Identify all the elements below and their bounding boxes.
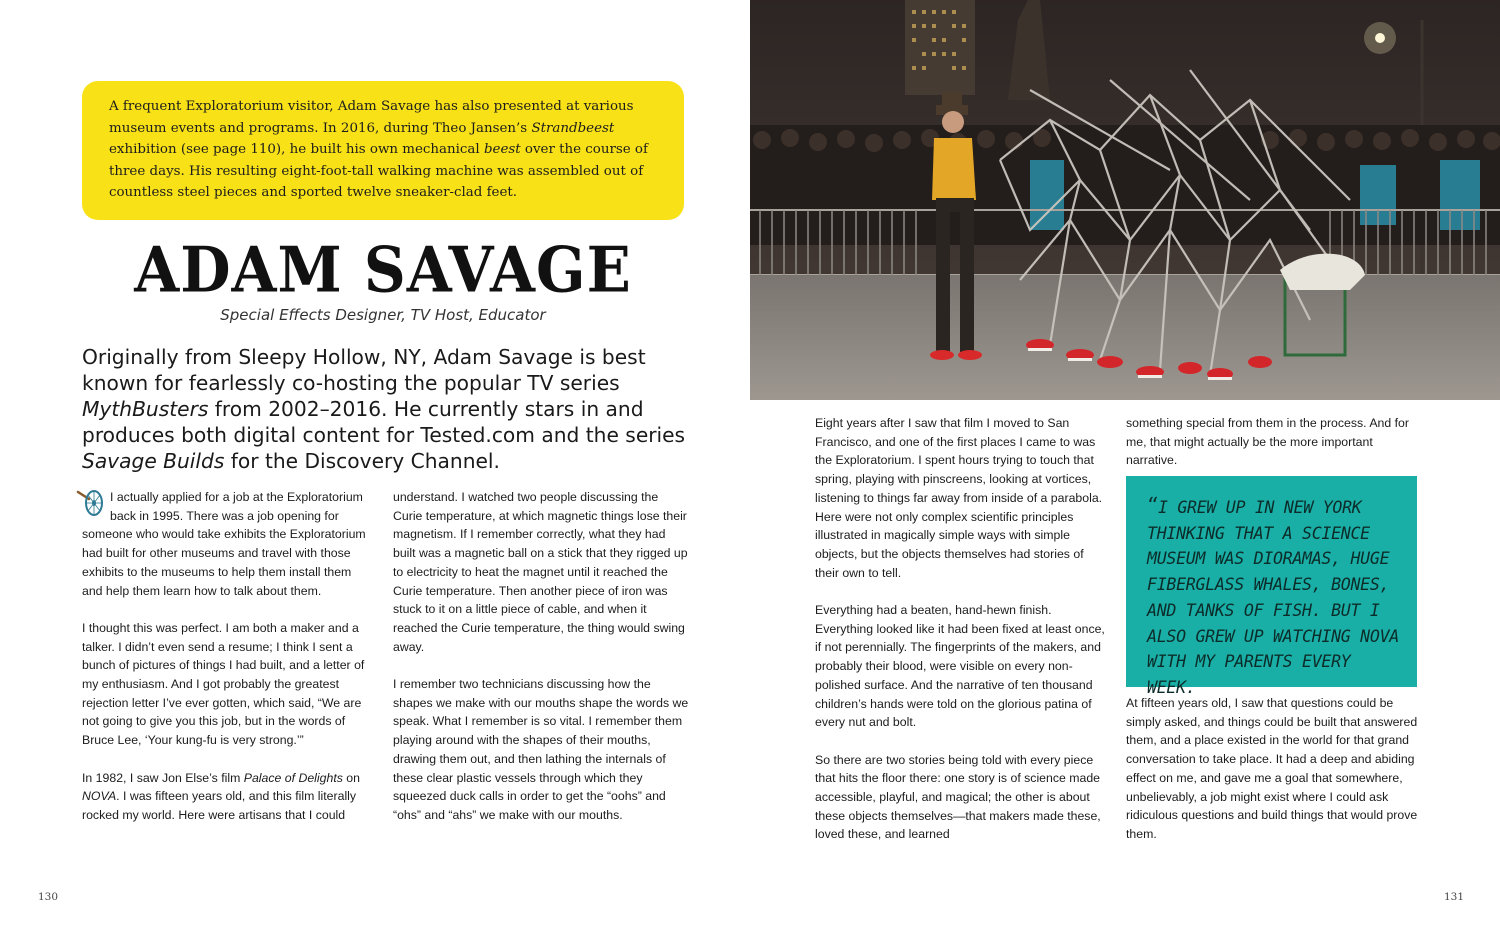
body-column-1: [82, 488, 374, 825]
quote-mark-icon: “: [1147, 494, 1158, 519]
photo-strandbeest: [750, 0, 1500, 400]
paragraph: In 1982, I saw Jon Else’s film Palace of Delights on NOVA. I was fifteen years old, and this film literally rocked my world. Here were artisans that I could: [82, 770, 360, 822]
paragraph: I remember two technicians discussing how the shapes we make with our mouths shape the words we speak. What I remember is so vital. I remember them playing around with the shapes of their mouths, drawing them out, and then lathing the internals of these clear plastic vessels through which they squeezed duck calls in order to get the “oohs” and “ohs” and “ahs” we make with our mouths.: [393, 677, 689, 822]
photo-illustration: [750, 0, 1500, 400]
page-number-right: 131: [1444, 891, 1465, 903]
body-column-3: [815, 414, 1105, 844]
pull-quote: [1126, 476, 1417, 697]
paragraph: So there are two stories being told with every piece that hits the floor there: one story is of science made accessible, playful, and magical; the other is about these objects themselves—that makers made these, loved these, and learned: [815, 752, 1101, 842]
profile-name: ADAM SAVAGE: [134, 233, 632, 307]
profile-role: Special Effects Designer, TV Host, Educator: [220, 306, 546, 324]
body-column-4-top: [1126, 414, 1422, 470]
callout-text: A frequent Exploratorium visitor, Adam Savage has also presented at various museum events and programs. In 2016, during Theo Jansen’s Strandbeest exhibition (see page 110), he built his own mechanical beest over the course of three days. His resulting eight-foot-tall walking machine was assembled out of countless steel pieces and sported twelve sneaker-clad feet.: [109, 99, 648, 201]
paragraph: At fifteen years old, I saw that questions could be simply asked, and things could be built that answered them, and a place existed in the world for that grand conversation to take place. It had a deep and abiding effect on me, and gave me a goal that somewhere, unbelievably, a job might exist where I could ask ridiculous questions and build things that would prove them.: [1126, 696, 1418, 841]
lead-paragraph: Originally from Sleepy Hollow, NY, Adam Savage is best known for fearlessly co-hosting the popular TV series MythBusters from 2002–2016. He currently stars in and produces both digital content for Tested.com and the series Savage Builds for the Discovery Channel.: [82, 345, 686, 473]
body-column-2: [393, 488, 689, 825]
wheel-icon: [76, 486, 106, 518]
paragraph: I thought this was perfect. I am both a maker and a talker. I didn’t even send a resume; I think I sent a bunch of pictures of things I had built, and a letter of my enthusiasm. And I got probably the greatest rejection letter I’ve ever gotten, which said, “We are not going to give you this job, but in the words of Bruce Lee, ‘Your kung-fu is very strong.’”: [82, 620, 365, 748]
paragraph: Everything had a beaten, hand-hewn finish. Everything looked like it had been fixed at least once, if not perennially. The fingerprints of the makers, and probably their blood, were visible on every non-polished surface. And the narrative of ten thousand children’s hands were told on the glorious patina of every nut and bolt.: [815, 603, 1105, 730]
intro-callout: [82, 81, 684, 220]
paragraph: something special from them in the process. And for me, that might actually be the more important narrative.: [1126, 416, 1409, 468]
page-number-left: 130: [38, 891, 59, 903]
body-column-4-bottom: [1126, 694, 1422, 844]
paragraph: understand. I watched two people discussing the Curie temperature, at which magnetic things lose their magnetism. If I remember correctly, what they had built was a magnetic ball on a stick that they rigged up to electricity to heat the magnet until it reached the Curie temperature. Then another piece of iron was stuck to it on a little piece of cable, and when it reached the Curie temperature, the thing would swing away.: [393, 490, 688, 654]
pull-quote-text: I GREW UP IN NEW YORK THINKING THAT A SCIENCE MUSEUM WAS DIORAMAS, HUGE FIBERGLASS WHALES, BONES, AND TANKS OF FISH. BUT I ALSO GREW UP WATCHING NOVA WITH MY PARENTS EVERY WEEK.: [1147, 498, 1399, 697]
paragraph: I actually applied for a job at the Exploratorium back in 1995. There was a job opening for someone who would take exhibits the Exploratorium had built for other museums and travel with those exhibits to the museums to help them install them and help them learn how to talk about them.: [82, 488, 374, 600]
paragraph: Eight years after I saw that film I moved to San Francisco, and one of the first places I came to was the Exploratorium. I spent hours trying to touch that spring, playing with pinscreens, looking at vortices, listening to things far away from inside of a parabola. Here were not only complex scientific principles illustrated in magically simple ways with simple objects, but the objects themselves had stories of their own to tell.: [815, 416, 1103, 580]
